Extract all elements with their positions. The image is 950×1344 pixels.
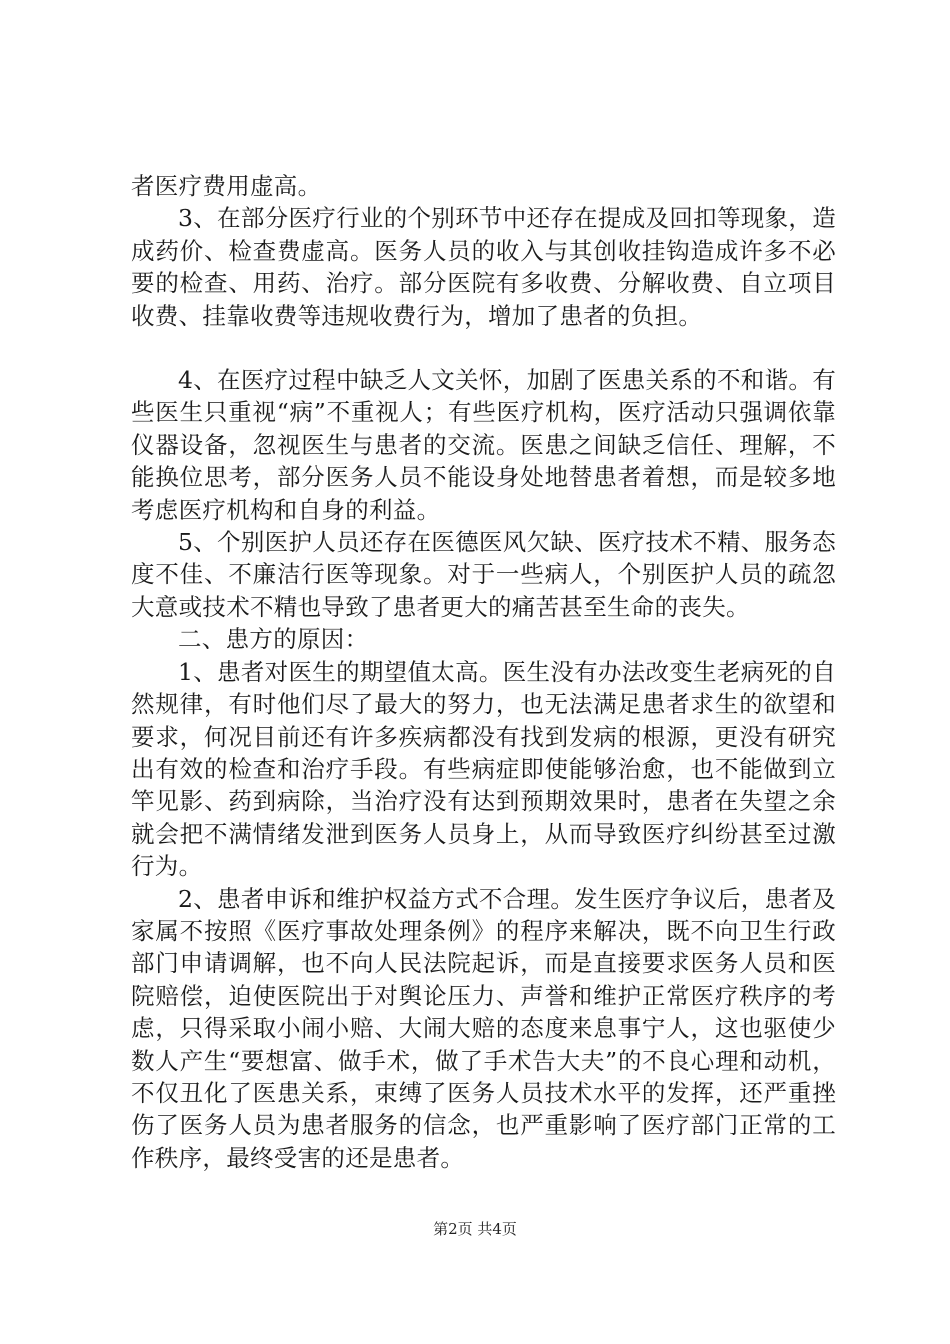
paragraph-patient-item-1: 1、患者对医生的期望值太高。医生没有办法改变生老病死的自然规律，有时他们尽了最大的努力，也无法满足患者求生的欲望和要求，何况目前还有许多疾病都没有找到发病的根源，更没有研究出有效的检查和治疗手段。有些病症即使能够治愈，也不能做到立竿见影、药到病除，当治疗没有达到预期效果时，患者在失望之余就会把不满情绪发泄到医务人员身上，从而导致医疗纠纷甚至过激行为。: [131, 657, 836, 881]
paragraph-item-4: 4、在医疗过程中缺乏人文关怀，加剧了医患关系的不和谐。有些医生只重视“病”不重视人；有些医疗机构，医疗活动只强调依靠仪器设备，忽视医生与患者的交流。医患之间缺乏信任、理解，不能换位思考，部分医务人员不能设身处地替患者着想，而是较多地考虑医疗机构和自身的利益。: [131, 366, 836, 524]
body-text: [131, 170, 836, 1174]
page-number-label: 第2页 共4页: [433, 1220, 517, 1238]
paragraph-item-5: 5、个别医护人员还存在医德医风欠缺、医疗技术不精、服务态度不佳、不廉洁行医等现象。对于一些病人，个别医护人员的疏忽大意或技术不精也导致了患者更大的痛苦甚至生命的丧失。: [131, 528, 836, 621]
paragraph-patient-item-2: 2、患者申诉和维护权益方式不合理。发生医疗争议后，患者及家属不按照《医疗事故处理条例》的程序来解决，既不向卫生行政部门申请调解，也不向人民法院起诉，而是直接要求医务人员和医院赔偿，迫使医院出于对舆论压力、声誉和维护正常医疗秩序的考虑，只得采取小闹小赔、大闹大赔的态度来息事宁人，这也驱使少数人产生“要想富、做手术，做了手术告大夫”的不良心理和动机，不仅丑化了医患关系，束缚了医务人员技术水平的发挥，还严重挫伤了医务人员为患者服务的信念，也严重影响了医疗部门正常的工作秩序，最终受害的还是患者。: [131, 884, 836, 1172]
page-footer: [0, 1218, 950, 1239]
paragraph-continuation: 者医疗费用虚高。: [131, 172, 322, 200]
paragraph-item-3: 3、在部分医疗行业的个别环节中还存在提成及回扣等现象，造成药价、检查费虚高。医务人员的收入与其创收挂钩造成许多不必要的检查、用药、治疗。部分医院有多收费、分解收费、自立项目收费、挂靠收费等违规收费行为，增加了患者的负担。: [131, 204, 836, 330]
section-heading-patient-causes: 二、患方的原因：: [178, 625, 369, 654]
